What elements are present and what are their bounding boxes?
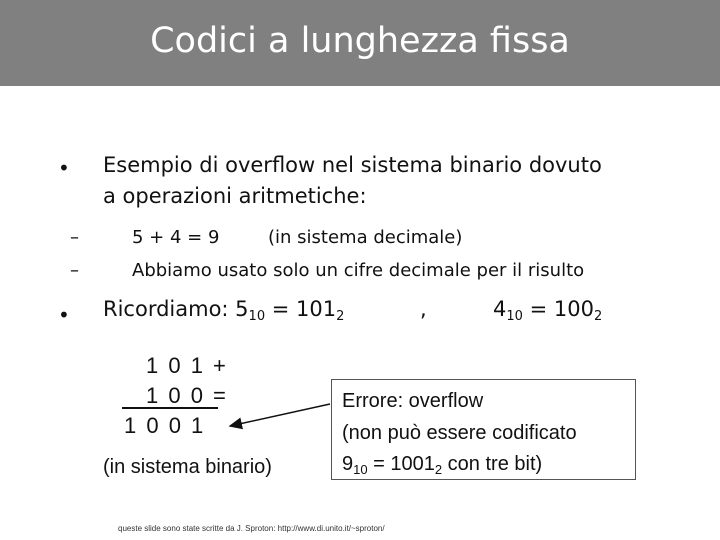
error-line-3 bbox=[342, 453, 542, 476]
sub-item-note: (in sistema decimale) bbox=[268, 227, 463, 248]
error-tail: con tre bit) bbox=[442, 453, 543, 475]
arith-caption: (in sistema binario) bbox=[103, 456, 272, 478]
error-line-1: Errore: overflow bbox=[342, 390, 484, 412]
sub-item-text: Abbiamo usato solo un cifre decimale per il risulto bbox=[132, 260, 585, 281]
bullet1-line2: a operazioni aritmetiche: bbox=[103, 184, 367, 208]
subscript: 10 bbox=[353, 462, 368, 477]
sub-item-expr: 5 + 4 = 9 bbox=[132, 227, 220, 248]
subscript: 10 bbox=[248, 309, 266, 324]
arith-row-2: 1 0 0 = bbox=[146, 383, 228, 408]
sub-item-dash: – bbox=[70, 260, 79, 281]
subscript: 2 bbox=[434, 462, 443, 477]
bullet1-line1: Esempio di overflow nel sistema binario dovuto bbox=[103, 153, 602, 177]
error-nine: 9 bbox=[342, 453, 354, 475]
bullet-marker: • bbox=[58, 156, 70, 180]
arith-row-3: 1 0 0 1 bbox=[124, 413, 206, 438]
footer-credit: queste slide sono state scritte da J. Sproton: http://www.di.unito.it/~sproton/ bbox=[118, 524, 385, 533]
bullet2-comma: , bbox=[420, 297, 427, 321]
bullet-marker: • bbox=[58, 303, 70, 327]
subscript: 2 bbox=[336, 309, 345, 324]
bullet2-four: 4 bbox=[493, 297, 507, 321]
subscript: 10 bbox=[506, 309, 523, 324]
error-box bbox=[331, 379, 636, 480]
sub-item-dash: – bbox=[70, 227, 79, 248]
error-eq: = 1001 bbox=[367, 453, 435, 475]
error-line-2: (non può essere codificato bbox=[342, 422, 577, 444]
bullet2-eq-b: = 100 bbox=[522, 297, 594, 321]
bullet2-eq-a: = 101 bbox=[265, 297, 337, 321]
arith-row-1: 1 0 1 + bbox=[146, 353, 228, 378]
page-title: Codici a lunghezza fissa bbox=[150, 21, 570, 61]
bullet2-label: Ricordiamo: 5 bbox=[103, 297, 249, 321]
subscript: 2 bbox=[593, 309, 603, 324]
